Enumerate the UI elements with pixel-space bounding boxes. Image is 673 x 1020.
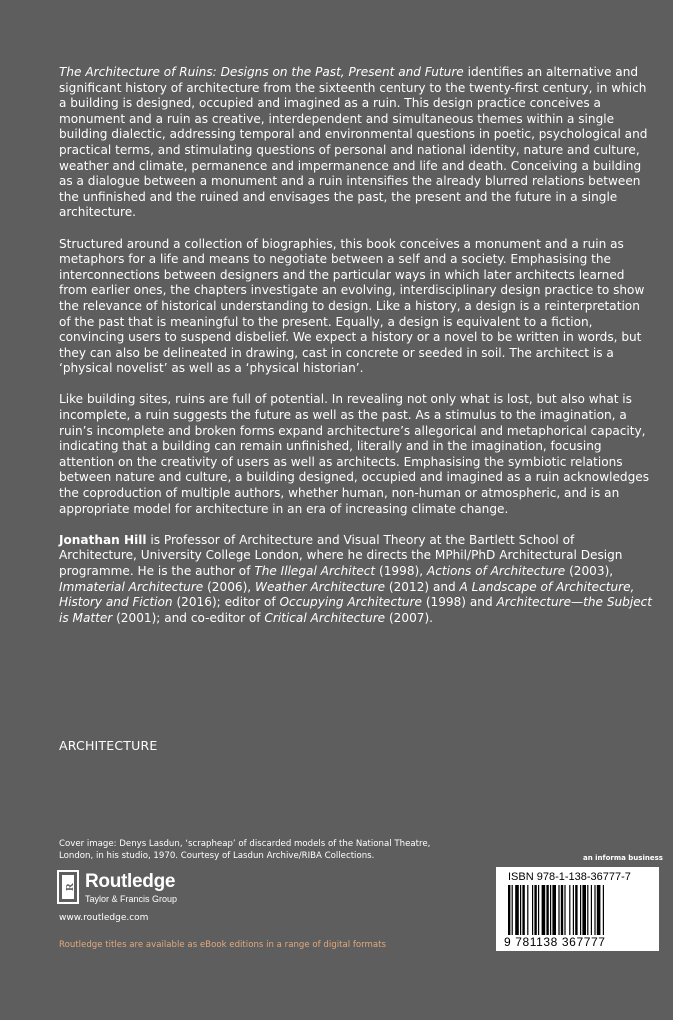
barcode-bar bbox=[532, 885, 533, 935]
barcode-bar bbox=[512, 885, 513, 935]
credit-line: Cover image: Denys Lasdun, ‘scrapheap’ of discarded models of the National Theatre, bbox=[59, 839, 431, 849]
barcode-bar bbox=[561, 885, 563, 935]
blurb-paragraph-1-text: identifies an alternative and significant history of architecture from the sixteenth century to the twenty-first century, in which a building is designed, occupied and imagined as a ruin. This design practice conceives a monument and a ruin as creative, interdependent and simultaneous themes within a single building dialectic, addressing temporal and environmental questions in poetic, psychological and practical terms, and stimulating questions of personal and national identity, nature and culture, weather and climate, permanence and impermanence and life and death. Conceiving a building as a dialogue between a monument and a ruin intensifies the already blurred relations between the unfinished and the ruined and envisages the past, the present and the future in a single architecture. bbox=[59, 65, 648, 220]
bio-text: (2016); editor of bbox=[172, 595, 280, 610]
bio-text: (1998) and bbox=[421, 595, 497, 610]
barcode-bar bbox=[569, 885, 570, 935]
bio-work-title: The Illegal Architect bbox=[254, 564, 376, 578]
barcode-bar bbox=[515, 885, 519, 935]
bio-work-title: Architecture—the Subject is Matter bbox=[59, 595, 653, 625]
barcode-bar bbox=[597, 885, 601, 935]
bio-text: (1998), bbox=[375, 564, 427, 578]
barcode-bar bbox=[603, 885, 604, 935]
barcode-bar bbox=[564, 885, 565, 935]
ebook-note: Routledge titles are available as eBook editions in a range of digital formats bbox=[59, 940, 386, 950]
barcode-bar bbox=[594, 885, 595, 935]
routledge-logo bbox=[57, 870, 257, 910]
publisher-name: Routledge bbox=[85, 871, 176, 892]
bio-work-title: Immaterial Architecture bbox=[59, 579, 204, 594]
publisher-group: Taylor & Francis Group bbox=[85, 894, 178, 904]
barcode-bar bbox=[522, 885, 524, 935]
barcode-bar bbox=[591, 885, 592, 935]
svg-text:R: R bbox=[64, 883, 76, 891]
bio-text: (2001); and co-editor of bbox=[112, 610, 265, 625]
barcode-bar bbox=[546, 885, 548, 935]
barcode-icon bbox=[506, 885, 649, 935]
blurb bbox=[59, 65, 654, 642]
bio-work-title: Actions of Architecture bbox=[426, 564, 566, 578]
bio-work-title: A Landscape of Architecture, History and Fiction bbox=[59, 579, 635, 610]
barcode-bar bbox=[575, 885, 577, 935]
bio-text: (2003), bbox=[565, 564, 614, 578]
barcode-bar bbox=[520, 885, 521, 935]
bio-work-title: Critical Architecture bbox=[264, 610, 386, 625]
blurb-paragraph-1 bbox=[59, 65, 654, 221]
bio-text: (2012) and bbox=[385, 579, 460, 594]
routledge-mark-icon bbox=[57, 870, 79, 904]
publisher-website[interactable]: www.routledge.com bbox=[59, 913, 149, 923]
informa-tagline: an informa business bbox=[583, 854, 663, 862]
blurb-paragraph-3: Like building sites, ruins are full of potential. In revealing not only what is lost, but also what is incomplete, a ruin suggests the future as well as the past. As a stimulus to the imagination, a ruin’s incomplete and broken forms expand architecture’s allegorical and metaphorical capacity, indicating that a building can remain unfinished, literally and in the imagination, focusing attention on the creativity of users as well as architects. Emphasising the symbiotic relations between nature and culture, a building designed, occupied and imagined as a ruin acknowledges the coproduction of multiple authors, whether human, non-human or atmospheric, and is an appropriate model for architecture in an era of increasing climate change. bbox=[59, 392, 649, 516]
isbn-label: ISBN 978-1-138-36777-7 bbox=[508, 871, 631, 883]
cover-image-credit bbox=[59, 838, 459, 862]
subject-category: ARCHITECTURE bbox=[59, 738, 158, 753]
barcode-bar bbox=[527, 885, 528, 935]
barcode-bar bbox=[587, 885, 588, 935]
barcode-bar bbox=[582, 885, 586, 935]
barcode-bar bbox=[558, 885, 559, 935]
bio-work-title: Occupying Architecture bbox=[279, 595, 422, 610]
barcode-bar bbox=[552, 885, 556, 935]
isbn-barcode bbox=[496, 867, 659, 951]
barcode-bar bbox=[550, 885, 551, 935]
blurb-paragraph-2: Structured around a collection of biographies, this book conceives a monument and a ruin as metaphors for a life and means to negotiate between a self and a society. Emphasising the interconnections between designers and the particular ways in which later architects learned from earlier ones, the chapters investigate an evolving, interdisciplinary design practice to show the relevance of historical understanding to design. Like a history, a design is a reinterpretation of the past that is meaningful to the present. Equally, a design is equivalent to a fiction, convincing users to suspend disbelief. We expect a history or a novel to be written in words, but they can also be delineated in drawing, cast in concrete or seeded in soil. The architect is a ‘physical novelist’ as well as a ‘physical historian’. bbox=[59, 236, 645, 376]
book-title: The Architecture of Ruins: Designs on the Past, Present and Future bbox=[59, 65, 464, 79]
barcode-bar bbox=[538, 885, 539, 935]
barcode-bar bbox=[580, 885, 581, 935]
isbn-digits: 9 781138 367777 bbox=[504, 935, 606, 949]
barcode-bar bbox=[542, 885, 546, 935]
author-name: Jonathan Hill bbox=[59, 532, 147, 547]
bio-text: is Professor of Architecture and Visual Theory at the Bartlett School of Architecture, University College London, where he directs the MPhil/PhD Architectural Design programme. He is the author of bbox=[59, 532, 623, 578]
barcode-bar bbox=[508, 885, 510, 935]
barcode-bar bbox=[534, 885, 536, 935]
bio-work-title: Weather Architecture bbox=[255, 579, 386, 594]
bio-text: (2006), bbox=[203, 579, 255, 594]
credit-line: London, in his studio, 1970. Courtesy of Lasdun Archive/RIBA Collections. bbox=[59, 851, 375, 861]
barcode-bar bbox=[573, 885, 574, 935]
bio-text: (2007). bbox=[385, 610, 434, 625]
author-bio bbox=[59, 533, 654, 627]
